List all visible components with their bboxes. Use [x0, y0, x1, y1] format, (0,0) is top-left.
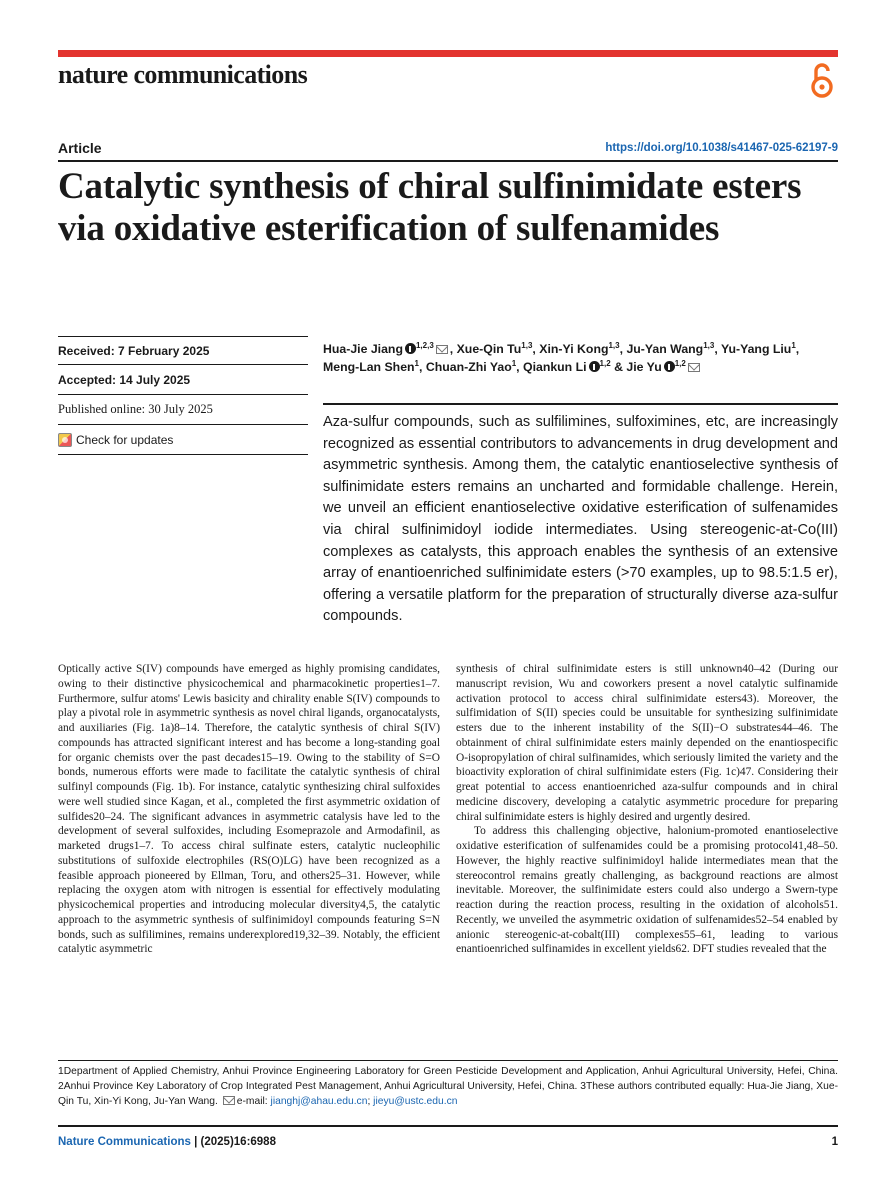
- author-affiliation: 1,3: [703, 340, 715, 350]
- journal-name: nature communications: [58, 60, 308, 89]
- article-meta: [58, 336, 308, 455]
- author-name: Jie Yu: [626, 360, 662, 374]
- email-label: e-mail:: [236, 1096, 268, 1107]
- top-accent-bar: [58, 50, 838, 57]
- body-column-right: [456, 662, 838, 957]
- author-name: Yu-Yang Liu: [720, 342, 792, 356]
- email-link[interactable]: jianghj@ahau.edu.cn: [270, 1096, 368, 1107]
- author-name: Meng-Lan Shen: [323, 360, 415, 374]
- body-paragraph: Optically active S(IV) compounds have emerged as highly promising candidates, owing to their distinctive physicochemical and pharmacokinetic properties1–7. Furthermore, sulfur atoms' Lewis basicity and chirality enable S(IV) compounds to play a pivotal role in asymmetric synthesis as novel chiral ligands, organocatalysts, and auxiliaries (Fig. 1a)8–14. Therefore, the catalytic synthesis of chiral S(IV) compounds has attracted significant interest and has become a long-standing goal for organic chemists over the past decades15–19. Owing to the stability of S=O bonds, numerous efforts were made to facilitate the catalytic synthesis of chiral sulfinyl compounds (Fig. 1b). For instance, catalytic synthesizing chiral sulfoxides were well studied since Kagan, et al., completed the first asymmetric oxidation of sulfides20–24. The significant advances in asymmetric catalysis have led to the development of several sulfoxides, including Esomeprazole and Armodafinil, as marketed drugs1–7. To access chiral sulfinate esters, catalytic nucleophilic substitutions of sulfoxide electrophiles (RS(O)LG) have been recognized as a feasible approach pioneered by Ellman, Toru, and others25–31. However, while replacing the oxygen atom with nitrogen is essential for effectively modulating physicochemical properties and introducing molecular diversity4,5, the catalytic approach to the asymmetric synthesis of sulfinimidoyl compounds featuring S=N bonds, such as sulfilimines, remains underexplored19,32–39. Notably, the efficient catalytic asymmetric: [58, 663, 440, 956]
- mail-icon[interactable]: [436, 345, 448, 354]
- affiliations-footnote: 1Department of Applied Chemistry, Anhui Province Engineering Laboratory for Green Pesticide Development and Application, Anhui Agricultural University, Hefei, China. 2Anhui Province Key Laboratory of Crop Integrated Pest Management, Anhui Agricultural University, Hefei, China. 3These authors contributed equally: Hua-Jie Jiang, Xue-Qin Tu, Xin-Yi Kong, Ju-Yan Wang. e-mail: jianghj@ahau.edu.cn; jieyu@ustc.edu.cn: [58, 1066, 838, 1107]
- author[interactable]: [626, 360, 701, 374]
- received-date: Received: 7 February 2025: [58, 336, 308, 365]
- author[interactable]: [721, 342, 796, 356]
- accepted-date: Accepted: 14 July 2025: [58, 365, 308, 395]
- footer-citation: [58, 1136, 276, 1148]
- mail-icon[interactable]: [688, 363, 700, 372]
- author-name: Qiankun Li: [523, 360, 587, 374]
- author[interactable]: [426, 360, 516, 374]
- author-name: Hua-Jie Jiang: [323, 342, 403, 356]
- author-affiliation: 1: [511, 358, 517, 368]
- orcid-icon[interactable]: [664, 361, 675, 372]
- author[interactable]: [323, 342, 450, 356]
- author-list: Hua-Jie Jiang $^{1,2,3}$ , Xue-Qin Tu$^{1,3}$, Xin-Yi Kong$^{1,3}$, Ju-Yan Wang$^{1,3}$, Yu-Yang Liu$^1$, Meng-Lan Shen$^1$, Chuan-Zhi Yao$^1$, Qiankun Li $^{1,2}$ & Jie Yu $^{1,2}$: [323, 340, 800, 374]
- body-paragraph: synthesis of chiral sulfinimidate esters is still unknown40–42 (During our manuscript revision, Wu and coworkers present a novel catalytic sulfinamide activation protocol to access chiral sulfinimidate esters43). Moreover, the sulfimidation of S(II) species could be unsuitable for synthesizing sulfinimidate esters due to the inherent instability of the S(II)−O substrates44–46. The obtainment of chiral sulfinimidate esters mainly depended on the enantiospecific O-isopropylation of chiral sulfinamides, which seriously limited the variety and the bioactivity exploration of chiral sulfinimidate esters (Fig. 1c)47. Considering their great potential to access enantioenriched aza-sulfur compounds and in chiral medicine discovery, developing a catalytic asymmetric procedure for preparing chiral sulfinimidate esters is highly desired and urgently desired.: [456, 663, 838, 823]
- orcid-icon[interactable]: [589, 361, 600, 372]
- author[interactable]: [457, 342, 533, 356]
- article-title: Catalytic synthesis of chiral sulfinimidate esters via oxidative esterification of sulfenamides: [58, 166, 802, 249]
- author-affiliation: 1,2,3: [415, 340, 434, 350]
- author-affiliation: 1,2: [674, 358, 686, 368]
- check-updates-icon: [58, 433, 72, 447]
- author-affiliation: 1: [414, 358, 419, 368]
- author[interactable]: [626, 342, 714, 356]
- email-link[interactable]: jieyu@ustc.edu.cn: [373, 1096, 458, 1107]
- author-affiliation: 1: [791, 340, 796, 350]
- orcid-icon[interactable]: [405, 343, 416, 354]
- footer-journal-link[interactable]: Nature Communications: [58, 1136, 191, 1148]
- abstract-divider: [323, 403, 838, 405]
- affiliations-text: 1Department of Applied Chemistry, Anhui Province Engineering Laboratory for Green Pesticide Development and Application, Anhui Agricultural University, Hefei, China. 2Anhui Province Key Laboratory of Crop Integrated Pest Management, Anhui Agricultural University, Hefei, China. 3These authors contributed equally: Hua-Jie Jiang, Xue-Qin Tu, Xin-Yi Kong, Ju-Yan Wang.: [58, 1066, 838, 1107]
- author-name: Xin-Yi Kong: [539, 342, 609, 356]
- author[interactable]: [523, 360, 611, 374]
- author[interactable]: [539, 342, 619, 356]
- doi-link[interactable]: https://doi.org/10.1038/s41467-025-62197-9: [605, 142, 838, 154]
- open-access-icon[interactable]: [808, 60, 836, 100]
- author-name: Ju-Yan Wang: [626, 342, 704, 356]
- author-affiliation: 1,3: [521, 340, 533, 350]
- page-number: 1: [831, 1136, 838, 1148]
- author-name: Chuan-Zhi Yao: [425, 360, 512, 374]
- mail-icon: [223, 1096, 235, 1105]
- published-date: Published online: 30 July 2025: [58, 395, 308, 425]
- body-column-left: [58, 662, 440, 957]
- author-name: Xue-Qin Tu: [456, 342, 522, 356]
- author-affiliation: 1,2: [599, 358, 611, 368]
- footer-volume: | (2025)16:6988: [190, 1136, 276, 1148]
- footer-divider: [58, 1125, 838, 1127]
- check-updates-label: Check for updates: [76, 432, 174, 447]
- abstract: Aza-sulfur compounds, such as sulfilimines, sulfoximines, etc, are increasingly recognized as essential contributors to advancements in drug development and asymmetric synthesis. Among them, the catalytic enantioselective synthesis of sulfinimidate esters remains an uncharted and formidable challenge. Herein, we unveil an efficient enantioselective oxidative esterification of sulfenamides via chiral sulfinimidoyl iodide intermediates. Using stereogenic-at-Co(III) complexes as catalysts, this approach enables the synthesis of an extensive array of enantioenriched sulfinimidate esters (>70 examples, up to 98.5:1.5 er), offering a versatile platform for the preparation of structurally diverse aza-sulfur compounds.: [323, 414, 838, 625]
- body-paragraph: To address this challenging objective, halonium-promoted enantioselective oxidative esterification of sulfenamides could be a promising protocol41,48–50. However, the highly reactive sulfinimidoyl halide intermediates mean that the stereocontrol remains greatly challenging, as background reactions are almost inevitable. Moreover, the sulfinimidate esters could also undergo a Swern-type reaction during the reaction process, resulting in the oxidation of alcohols51. Recently, we unveiled the asymmetric oxidation of sulfenamides52–54 enabled by anionic stereogenic-at-cobalt(III) complexes55–61, leading to various enantioenriched sulfinamides in excellent yields62. DFT studies revealed that the: [456, 825, 838, 956]
- author[interactable]: [323, 360, 419, 374]
- footnote-divider: [58, 1060, 838, 1061]
- title-divider: [58, 160, 838, 162]
- author-affiliation: 1,3: [608, 340, 620, 350]
- article-type: Article: [58, 140, 102, 156]
- check-updates-button[interactable]: [58, 425, 308, 455]
